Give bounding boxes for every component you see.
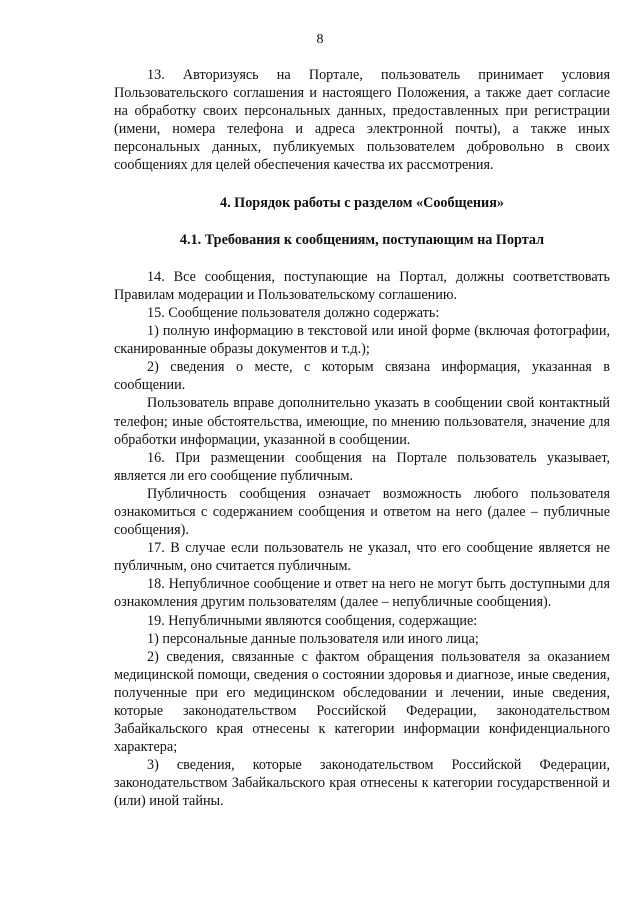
section-4-heading: 4. Порядок работы с разделом «Сообщения» <box>219 194 505 211</box>
paragraph-16-note: Публичность сообщения означает возможность любого пользователя ознакомиться с содержанием сообщения и ответом на него (далее – публичные сообщения). <box>114 485 610 539</box>
paragraph-17: 17. В случае если пользователь не указал, что его сообщение является не публичным, оно считается публичным. <box>114 540 610 575</box>
paragraph-19-item-3: 3) сведения, которые законодательством Российской Федерации, законодательством Забайкальского края отнесены к категории государственной и (или) иной тайны. <box>114 757 610 810</box>
document-body <box>114 66 610 811</box>
paragraph-19-item-1: 1) персональные данные пользователя или иного лица; <box>147 630 479 647</box>
page-number: 8 <box>316 32 324 47</box>
section-4-1-heading: 4.1. Требования к сообщениям, поступающим на Портал <box>179 231 545 248</box>
paragraph-15-item-2: 2) сведения о месте, с которым связана информация, указанная в сообщении. <box>114 359 610 394</box>
paragraph-15-note: Пользователь вправе дополнительно указать в сообщении свой контактный телефон; иные обстоятельства, имеющие, по мнению пользователя, значение для обработки информации, указанной в сообщении. <box>114 395 610 448</box>
paragraph-19: 19. Непубличными являются сообщения, содержащие: <box>147 612 478 629</box>
paragraph-14: 14. Все сообщения, поступающие на Портал, должны соответствовать Правилам модерации и Пользовательскому соглашению. <box>114 268 610 303</box>
paragraph-13: 13. Авторизуясь на Портале, пользователь принимает условия Пользовательского соглашения и настоящего Положения, а также дает согласие на обработку своих персональных данных, предоставленных при регистрации (имени, номера телефона и адреса электронной почты), а также иных персональных данных, публикуемых пользователем добровольно в своих сообщениях для целей обеспечения качества их рассмотрения. <box>114 67 610 174</box>
paragraph-16: 16. При размещении сообщения на Портале пользователь указывает, является ли его сообщение публичным. <box>114 449 610 484</box>
paragraph-15-item-1: 1) полную информацию в текстовой или иной форме (включая фотографии, сканированные образы документов и т.д.); <box>114 323 610 358</box>
paragraph-15: 15. Сообщение пользователя должно содержать: <box>147 304 440 321</box>
paragraph-18: 18. Непубличное сообщение и ответ на него не могут быть доступными для ознакомления другим пользователям (далее – непубличные сообщения). <box>114 576 610 611</box>
paragraph-19-item-2: 2) сведения, связанные с фактом обращения пользователя за оказанием медицинской помощи, сведения о состоянии здоровья и диагнозе, иные сведения, полученные при его медицинском обследовании и лечении, иные сведения, которые законодательством Российской Федерации, законодательством Забайкальского края отнесены к категории информации конфиденциального характера; <box>114 648 610 756</box>
